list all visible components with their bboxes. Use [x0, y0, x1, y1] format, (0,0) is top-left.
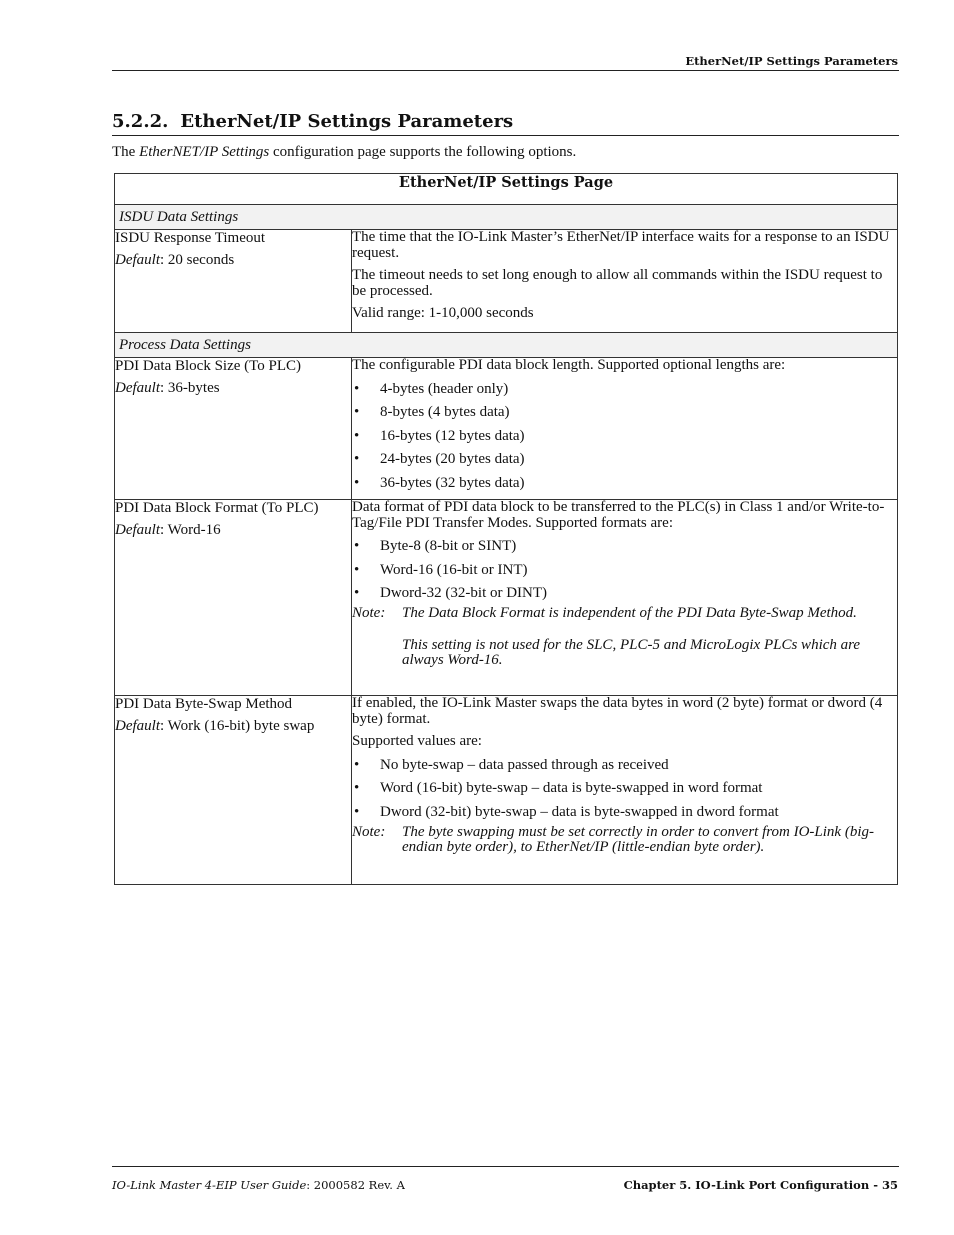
- parameter-name: PDI Data Block Format (To PLC): [115, 500, 319, 516]
- footer-chapter-page: Chapter 5. IO-Link Port Configuration - 35: [623, 1178, 898, 1192]
- list-item: • 16-bytes (12 bytes data): [354, 427, 525, 444]
- table-row: [115, 230, 898, 333]
- table-row: [115, 358, 898, 500]
- parameter-name: PDI Data Block Size (To PLC): [115, 358, 302, 374]
- bullet-icon: •: [354, 474, 360, 491]
- list-item: • No byte-swap – data passed through as received: [354, 756, 669, 773]
- parameter-default: Default: Work (16-bit) byte swap: [115, 718, 315, 734]
- note-label: Note:: [352, 605, 386, 621]
- section-heading: [112, 111, 899, 136]
- parameter-cell: [115, 358, 352, 500]
- footer-document-title: IO-Link Master 4-EIP User Guide: 2000582 Rev. A: [112, 1178, 405, 1192]
- group-process-data-settings: Process Data Settings: [115, 333, 898, 358]
- table-heading: EtherNet/IP Settings Page: [115, 174, 898, 205]
- description-cell: [352, 358, 898, 500]
- parameter-cell: [115, 230, 352, 333]
- description-cell: [352, 696, 898, 885]
- list-item: • Word (16-bit) byte-swap – data is byte-swapped in word format: [354, 780, 763, 796]
- description-cell: [352, 230, 898, 333]
- bullet-icon: •: [354, 585, 360, 601]
- note-text: The Data Block Format is independent of the PDI Data Byte-Swap Method.: [402, 605, 857, 621]
- group-isdu-data-settings: ISDU Data Settings: [115, 205, 898, 230]
- option-list: [352, 538, 897, 601]
- note: [352, 825, 897, 856]
- option-list: [352, 381, 897, 491]
- parameter-default: Default: Word-16: [115, 522, 221, 538]
- description-paragraph: If enabled, the IO-Link Master swaps the data bytes in word (2 byte) format or dword (4 byte) format.: [352, 695, 883, 727]
- bullet-icon: •: [354, 427, 360, 444]
- bullet-icon: •: [354, 538, 360, 554]
- note-body: [402, 606, 897, 669]
- description-paragraph: The configurable PDI data block length. Supported optional lengths are:: [352, 357, 786, 373]
- bullet-icon: •: [354, 404, 360, 420]
- list-item: • 8-bytes (4 bytes data): [354, 404, 510, 420]
- table-row: [115, 500, 898, 696]
- list-item: • 4-bytes (header only): [354, 380, 509, 397]
- bullet-icon: •: [354, 780, 360, 796]
- header-rule: [112, 70, 899, 71]
- note-text: The byte swapping must be set correctly in order to convert from IO-Link (big-endian byte order), to EtherNet/IP (little-endian byte order).: [402, 823, 875, 855]
- parameter-cell: [115, 696, 352, 885]
- parameter-name: ISDU Response Timeout: [115, 230, 266, 246]
- list-item: • Dword-32 (32-bit or DINT): [354, 585, 548, 601]
- intro-page-name: EtherNET/IP Settings: [139, 144, 270, 160]
- bullet-icon: •: [354, 380, 360, 397]
- list-item: • 24-bytes (20 bytes data): [354, 451, 525, 467]
- note: [352, 606, 897, 669]
- description-cell: [352, 500, 898, 696]
- running-header: EtherNet/IP Settings Parameters: [685, 54, 898, 68]
- bullet-icon: •: [354, 561, 360, 578]
- list-item: • Word-16 (16-bit or INT): [354, 561, 528, 578]
- footer-rule: [112, 1166, 899, 1167]
- intro-text-after: configuration page supports the following options.: [269, 144, 577, 160]
- table-row: [115, 696, 898, 885]
- list-item: • 36-bytes (32 bytes data): [354, 474, 525, 491]
- settings-table: [114, 173, 898, 885]
- note-body: [402, 825, 897, 856]
- list-item: • Dword (32-bit) byte-swap – data is byte-swapped in dword format: [354, 803, 779, 820]
- bullet-icon: •: [354, 803, 360, 820]
- parameter-name: PDI Data Byte-Swap Method: [115, 696, 293, 712]
- option-list: [352, 757, 897, 820]
- description-paragraph: The time that the IO-Link Master’s EtherNet/IP interface waits for a response to an ISDU request.: [352, 229, 890, 261]
- note-text: This setting is not used for the SLC, PLC-5 and MicroLogix PLCs which are always Word-16.: [402, 636, 861, 668]
- note-label: Note:: [352, 823, 386, 840]
- section-title: EtherNet/IP Settings Parameters: [180, 111, 514, 132]
- parameter-cell: [115, 500, 352, 696]
- bullet-icon: •: [354, 756, 360, 773]
- section-number: 5.2.2.: [112, 111, 169, 132]
- description-paragraph: Valid range: 1-10,000 seconds: [352, 305, 534, 321]
- description-paragraph: Data format of PDI data block to be transferred to the PLC(s) in Class 1 and/or Write-to-Tag/File PDI Transfer Modes. Supported formats are:: [352, 499, 885, 531]
- parameter-default: Default: 20 seconds: [115, 252, 235, 268]
- parameter-default: Default: 36-bytes: [115, 380, 220, 396]
- bullet-icon: •: [354, 451, 360, 467]
- description-paragraph: Supported values are:: [352, 733, 482, 749]
- intro-paragraph: [112, 144, 899, 161]
- description-paragraph: The timeout needs to set long enough to allow all commands within the ISDU request to be processed.: [352, 267, 883, 299]
- list-item: • Byte-8 (8-bit or SINT): [354, 538, 517, 554]
- intro-text-before: The: [112, 144, 140, 160]
